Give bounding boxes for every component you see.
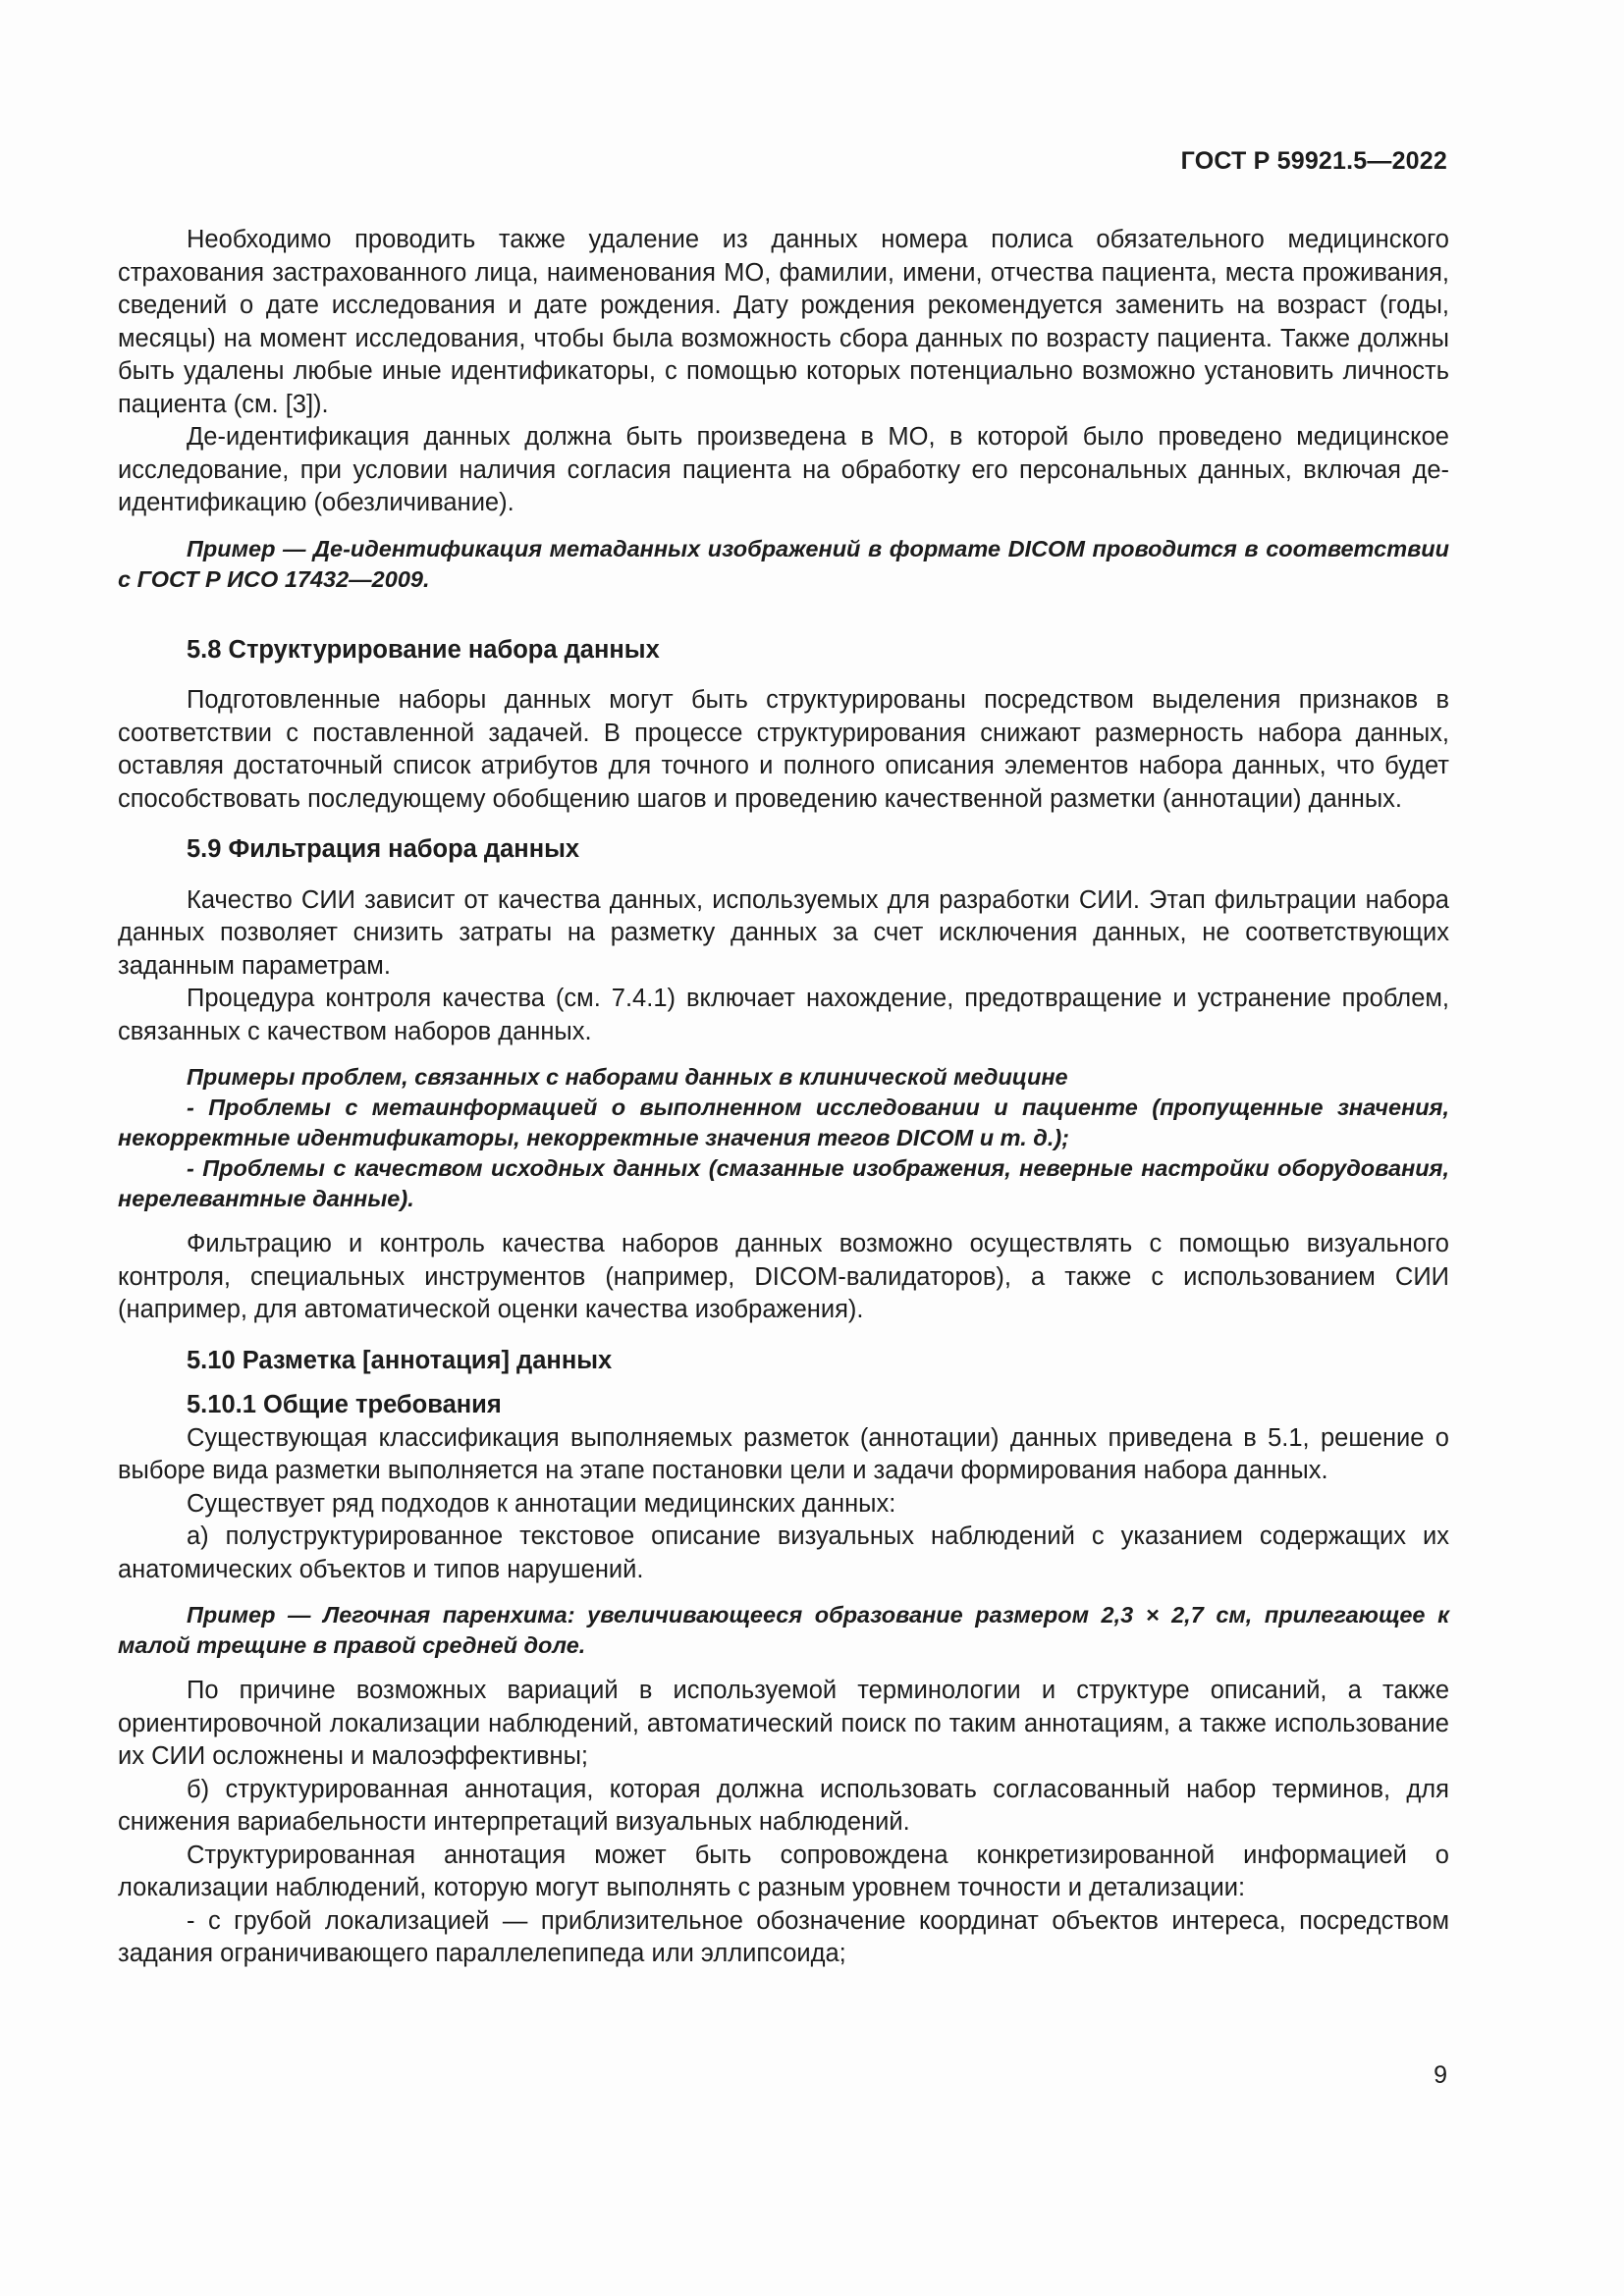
example-item: - Проблемы с качеством исходных данных (смазанные изображения, неверные настройки оборудования, нерелевантные данные).: [118, 1155, 1449, 1211]
paragraph: Подготовленные наборы данных могут быть структурированы посредством выделения признаков в соответствии с поставленной задачей. В процессе структурирования снижают размерность набора данных, оставляя достаточный список атрибутов для точного и полного описания элементов набора данных, что будет способствовать последующему обобщению шагов и проведению качественной разметки (аннотации) данных.: [118, 686, 1449, 813]
paragraph: Существует ряд подходов к аннотации медицинских данных:: [187, 1489, 896, 1518]
example-block: [118, 1600, 1449, 1661]
example-title: Примеры проблем, связанных с наборами данных в клинической медицине: [187, 1064, 1068, 1090]
paragraph: Процедура контроля качества (см. 7.4.1) включает нахождение, предотвращение и устранение проблем, связанных с качеством наборов данных.: [118, 985, 1449, 1045]
paragraph: Фильтрацию и контроль качества наборов данных возможно осуществлять с помощью визуального контроля, специальных инструментов (например, DICOM-валидаторов), а также с использованием СИИ (например, для автоматической оценки качества изображения).: [118, 1230, 1449, 1323]
paragraph: Необходимо проводить также удаление из данных номера полиса обязательного медицинского страхования застрахованного лица, наименования МО, фамилии, имени, отчества пациента, места проживания, сведений о дате исследования и дате рождения. Дату рождения рекомендуется заменить на возраст (годы, месяцы) на момент исследования, чтобы была возможность сбора данных по возрасту пациента. Также должны быть удалены любые иные идентификаторы, с помощью которых потенциально возможно установить личность пациента (см. [3]).: [118, 226, 1449, 418]
paragraph: Качество СИИ зависит от качества данных, используемых для разработки СИИ. Этап фильтрации набора данных позволяет снизить затраты на разметку данных за счет исключения данных, не соответствующих заданным параметрам.: [118, 885, 1449, 980]
example-block: [118, 534, 1449, 595]
subsection-heading-5-10-1: 5.10.1 Общие требования: [187, 1391, 502, 1418]
paragraph: Де-идентификация данных должна быть произведена в МО, в которой было проведено медицинское исследование, при условии наличия согласия пациента на обработку его персональных данных, включая де-идентификацию (обезличивание).: [118, 423, 1449, 516]
list-item-b: б) структурированная аннотация, которая должна использовать согласованный набор терминов, для снижения вариабельности интерпретаций визуальных наблюдений.: [118, 1775, 1449, 1836]
document-header: ГОСТ Р 59921.5—2022: [1180, 147, 1447, 175]
page-content: [118, 224, 1449, 1971]
example-text: Пример — Легочная паренхима: увеличивающееся образование размером 2,3 × 2,7 см, прилегающее к малой трещине в правой средней доле.: [118, 1602, 1449, 1658]
example-item: - Проблемы с метаинформацией о выполненном исследовании и пациенте (пропущенные значения, некорректные идентификаторы, некорректные значения тегов DICOM и т. д.);: [118, 1095, 1449, 1150]
paragraph: Существующая классификация выполняемых разметок (аннотации) данных приведена в 5.1, решение о выборе вида разметки выполняется на этапе постановки цели и задачи формирования набора данных.: [118, 1423, 1449, 1484]
paragraph: По причине возможных вариаций в используемой терминологии и структуре описаний, а также ориентировочной локализации наблюдений, автоматический поиск по таким аннотациям, а также использование их СИИ осложнены и малоэффективны;: [118, 1677, 1449, 1770]
section-heading-5-8: 5.8 Структурирование набора данных: [187, 635, 660, 664]
example-text: Пример — Де-идентификация метаданных изображений в формате DICOM проводится в соответствии с ГОСТ Р ИСО 17432—2009.: [118, 535, 1449, 592]
example-block: [118, 1062, 1449, 1214]
paragraph: Структурированная аннотация может быть сопровождена конкретизированной информацией о локализации наблюдений, которую могут выполнять с разным уровнем точности и детализации:: [118, 1841, 1449, 1901]
list-item-dash: - с грубой локализацией — приблизительное обозначение координат объектов интереса, посредством задания ограничивающего параллелепипеда или эллипсоида;: [118, 1906, 1449, 1967]
section-heading-5-10: 5.10 Разметка [аннотация] данных: [187, 1346, 613, 1374]
list-item-a: а) полуструктурированное текстовое описание визуальных наблюдений с указанием содержащих их анатомических объектов и типов нарушений.: [118, 1522, 1449, 1583]
section-heading-5-9: 5.9 Фильтрация набора данных: [187, 835, 580, 863]
page-number: 9: [1434, 2061, 1447, 2089]
